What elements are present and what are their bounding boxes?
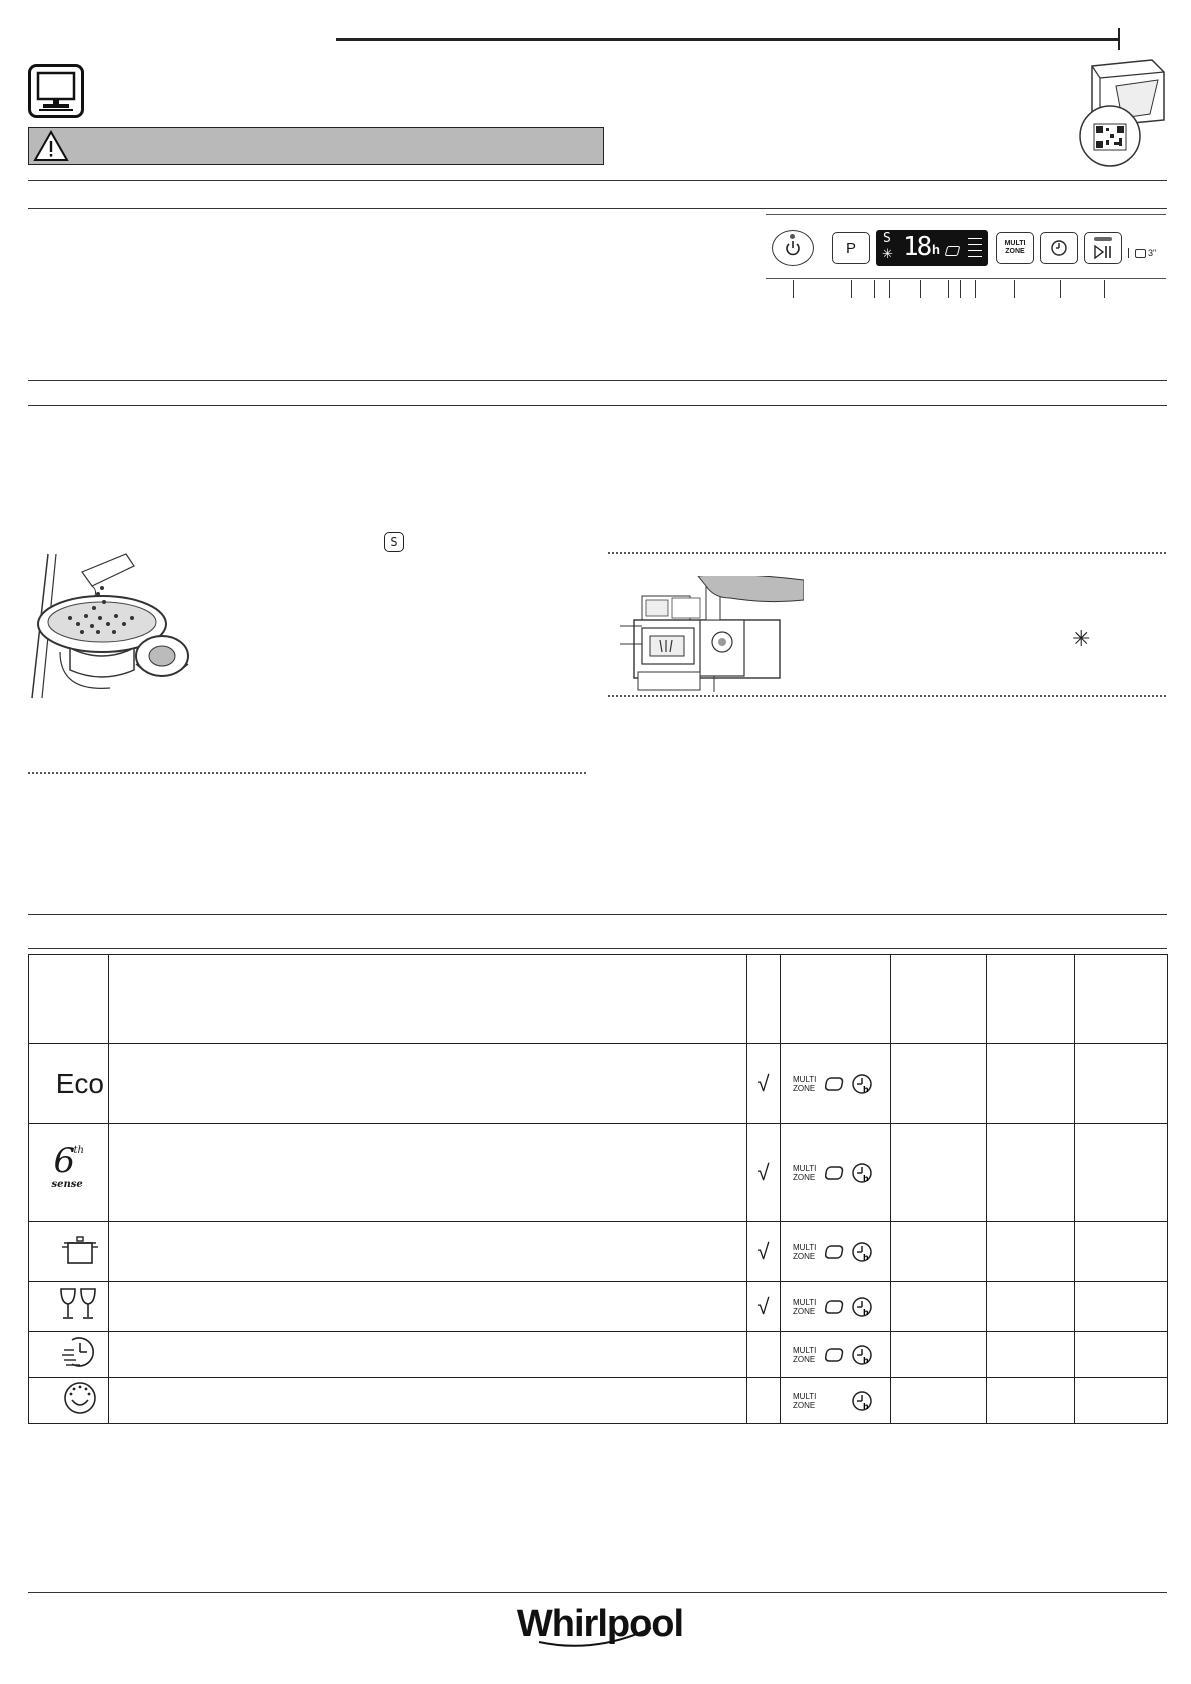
dotted-divider: [28, 772, 586, 774]
top-header-tick: [1118, 28, 1120, 50]
program-description: [109, 1044, 747, 1124]
program-description: [109, 1378, 747, 1424]
footer-rule: [28, 1592, 1167, 1593]
rinse-aid-indicator-icon: ✳: [1072, 626, 1091, 651]
table-row: [29, 1332, 1168, 1378]
multizone-button[interactable]: [996, 232, 1034, 264]
multizone-text: ZONE: [793, 1354, 816, 1364]
table-row: [29, 1282, 1168, 1332]
display-salt-indicator: S: [883, 231, 891, 246]
callout-tick: [975, 280, 976, 298]
section-rule: [28, 405, 1167, 406]
salt-indicator-icon: [384, 532, 404, 552]
sixth-sub: sense: [51, 1179, 83, 1190]
option-icons: [781, 1296, 890, 1318]
program-button[interactable]: P: [832, 232, 870, 264]
display-rinse-aid-indicator: ✳: [882, 246, 893, 261]
power-icon: [784, 239, 802, 257]
multizone-label-line2: ZONE: [1005, 248, 1025, 255]
data-cell: [891, 1378, 987, 1424]
header-cell: [109, 955, 747, 1044]
callout-tick: [889, 280, 890, 298]
svg-text:h: h: [863, 1252, 869, 1262]
multizone-text: ZONE: [793, 1172, 816, 1182]
display-zone-lower-icon: [968, 250, 982, 257]
delay-start-button[interactable]: [1040, 232, 1078, 264]
check-cell: [747, 1378, 781, 1424]
data-cell: [987, 1282, 1075, 1332]
callout-tick: [851, 280, 852, 298]
logo-swoosh: [535, 1624, 655, 1654]
multizone-text: MULTI: [793, 1345, 817, 1355]
start-pause-button[interactable]: [1084, 232, 1122, 264]
check-mark: √: [747, 1044, 781, 1124]
empty-option-slot: [825, 1390, 847, 1412]
delay-clock-icon: [851, 1390, 873, 1412]
multizone-text: MULTI: [793, 1242, 817, 1252]
svg-text:h: h: [863, 1355, 869, 1365]
program-description: [109, 1282, 747, 1332]
pot-icon: [60, 1231, 100, 1267]
multizone-option: [793, 1164, 821, 1182]
data-cell: [1075, 1332, 1168, 1378]
option-cell: [781, 1378, 891, 1424]
top-header-rule: [336, 38, 1120, 41]
detergent-dispenser-illustration: [618, 576, 804, 692]
delay-clock-icon: [851, 1344, 873, 1366]
option-cell: [781, 1282, 891, 1332]
start-led-bar: [1094, 237, 1112, 241]
sixth-sense-symbol: [29, 1124, 109, 1222]
option-cell: [781, 1124, 891, 1222]
check-mark: √: [747, 1282, 781, 1332]
check-mark: √: [747, 1124, 781, 1222]
delay-clock-icon: [851, 1073, 873, 1095]
callout-tick: [920, 280, 921, 298]
display-zone-upper-icon: [968, 238, 982, 245]
data-cell: [987, 1124, 1075, 1222]
hint-duration: 3": [1148, 248, 1157, 258]
prewash-symbol: [29, 1378, 109, 1424]
option-cell: [781, 1222, 891, 1282]
display-tablet-icon: [945, 246, 961, 256]
table-row: [29, 1044, 1168, 1124]
data-cell: [1075, 1222, 1168, 1282]
tablet-icon: [825, 1241, 847, 1263]
monitor-icon: [28, 64, 84, 118]
warning-icon: [33, 130, 69, 162]
data-cell: [891, 1222, 987, 1282]
panel-bottom-edge: [766, 278, 1166, 279]
multizone-text: ZONE: [793, 1083, 816, 1093]
header-cell: [987, 955, 1075, 1044]
program-description: [109, 1332, 747, 1378]
tablet-icon: [825, 1344, 847, 1366]
header-cell: [747, 955, 781, 1044]
whirlpool-logo: [505, 1596, 695, 1652]
section-rule: [28, 914, 1167, 915]
tablet-icon: [825, 1162, 847, 1184]
option-cell: [781, 1044, 891, 1124]
multizone-text: MULTI: [793, 1391, 817, 1401]
option-icons: [781, 1344, 890, 1366]
callout-tick: [1014, 280, 1015, 298]
table-row: [29, 1378, 1168, 1424]
section-rule: [28, 948, 1167, 949]
play-pause-icon: [1093, 245, 1113, 259]
data-cell: [1075, 1044, 1168, 1124]
svg-text:h: h: [863, 1173, 869, 1183]
salt-indicator-letter: S: [390, 535, 398, 549]
header-cell: [891, 955, 987, 1044]
tablet-icon: [825, 1073, 847, 1095]
header-cell: [1075, 955, 1168, 1044]
callout-tick: [874, 280, 875, 298]
table-row: [29, 1222, 1168, 1282]
quick-wash-icon: [60, 1334, 100, 1370]
eco-label: Eco: [55, 1067, 104, 1099]
multizone-text: ZONE: [793, 1306, 816, 1316]
delay-clock-icon: [851, 1162, 873, 1184]
option-icons: [781, 1162, 890, 1184]
power-led: [790, 234, 795, 239]
delay-clock-icon: [1050, 239, 1068, 257]
delay-clock-icon: [851, 1296, 873, 1318]
data-cell: [1075, 1378, 1168, 1424]
svg-text:h: h: [863, 1401, 869, 1411]
section-rule: [28, 208, 1167, 209]
quick-wash-symbol: [29, 1332, 109, 1378]
data-cell: [891, 1044, 987, 1124]
display-hours: h: [932, 242, 940, 257]
data-cell: [987, 1332, 1075, 1378]
hint-tablet-icon: [1135, 249, 1146, 258]
warning-banner: [28, 127, 604, 165]
multizone-text: MULTI: [793, 1297, 817, 1307]
multizone-text: ZONE: [793, 1251, 816, 1261]
multizone-text: MULTI: [793, 1074, 817, 1084]
section-rule: [28, 380, 1167, 381]
option-icons: [781, 1390, 890, 1412]
data-cell: [1075, 1124, 1168, 1222]
panel-top-edge: [766, 214, 1166, 215]
data-cell: [1075, 1282, 1168, 1332]
option-icons: [781, 1073, 890, 1095]
glasses-symbol: [29, 1282, 109, 1332]
multizone-text: MULTI: [793, 1163, 817, 1173]
table-row: [29, 1124, 1168, 1222]
callout-tick: [793, 280, 794, 298]
tablet-icon: [825, 1296, 847, 1318]
option-icons: [781, 1241, 890, 1263]
data-cell: [891, 1124, 987, 1222]
data-cell: [891, 1282, 987, 1332]
programme-table: [28, 954, 1168, 1424]
header-cell: [29, 955, 109, 1044]
callout-tick: [1060, 280, 1061, 298]
multizone-option: [793, 1075, 821, 1093]
display-panel: [876, 230, 988, 266]
hint-bracket: [1128, 248, 1133, 258]
svg-text:h: h: [863, 1084, 869, 1094]
data-cell: [987, 1222, 1075, 1282]
check-cell: [747, 1332, 781, 1378]
eco-symbol: [29, 1044, 109, 1124]
dotted-divider: [608, 695, 1166, 697]
data-cell: [987, 1044, 1075, 1124]
section-rule: [28, 180, 1167, 181]
glasses-icon: [57, 1287, 101, 1321]
multizone-option: [793, 1392, 821, 1410]
program-description: [109, 1222, 747, 1282]
table-header-row: [29, 955, 1168, 1044]
dotted-divider: [608, 552, 1166, 554]
data-cell: [891, 1332, 987, 1378]
check-mark: √: [747, 1222, 781, 1282]
display-digits: 18: [903, 232, 931, 262]
callout-tick: [1104, 280, 1105, 298]
header-cell: [781, 955, 891, 1044]
multizone-option: [793, 1243, 821, 1261]
data-cell: [987, 1378, 1075, 1424]
qr-dishwasher-illustration: [1072, 58, 1168, 170]
start-hold-hint: [1128, 246, 1168, 260]
multizone-option: [793, 1346, 821, 1364]
salt-refill-illustration: [30, 552, 190, 700]
multizone-label-line1: MULTI: [1004, 240, 1026, 247]
multizone-option: [793, 1298, 821, 1316]
sixth-numeral: 6: [53, 1141, 76, 1181]
prewash-icon: [60, 1380, 100, 1416]
svg-text:h: h: [863, 1307, 869, 1317]
delay-clock-icon: [851, 1241, 873, 1263]
option-cell: [781, 1332, 891, 1378]
program-description: [109, 1124, 747, 1222]
pot-symbol: [29, 1222, 109, 1282]
callout-tick: [948, 280, 949, 298]
multizone-text: ZONE: [793, 1400, 816, 1410]
callout-tick: [960, 280, 961, 298]
sixth-sup: th: [73, 1145, 84, 1156]
whirlpool-logo-text: Whirlpool: [516, 1602, 684, 1645]
